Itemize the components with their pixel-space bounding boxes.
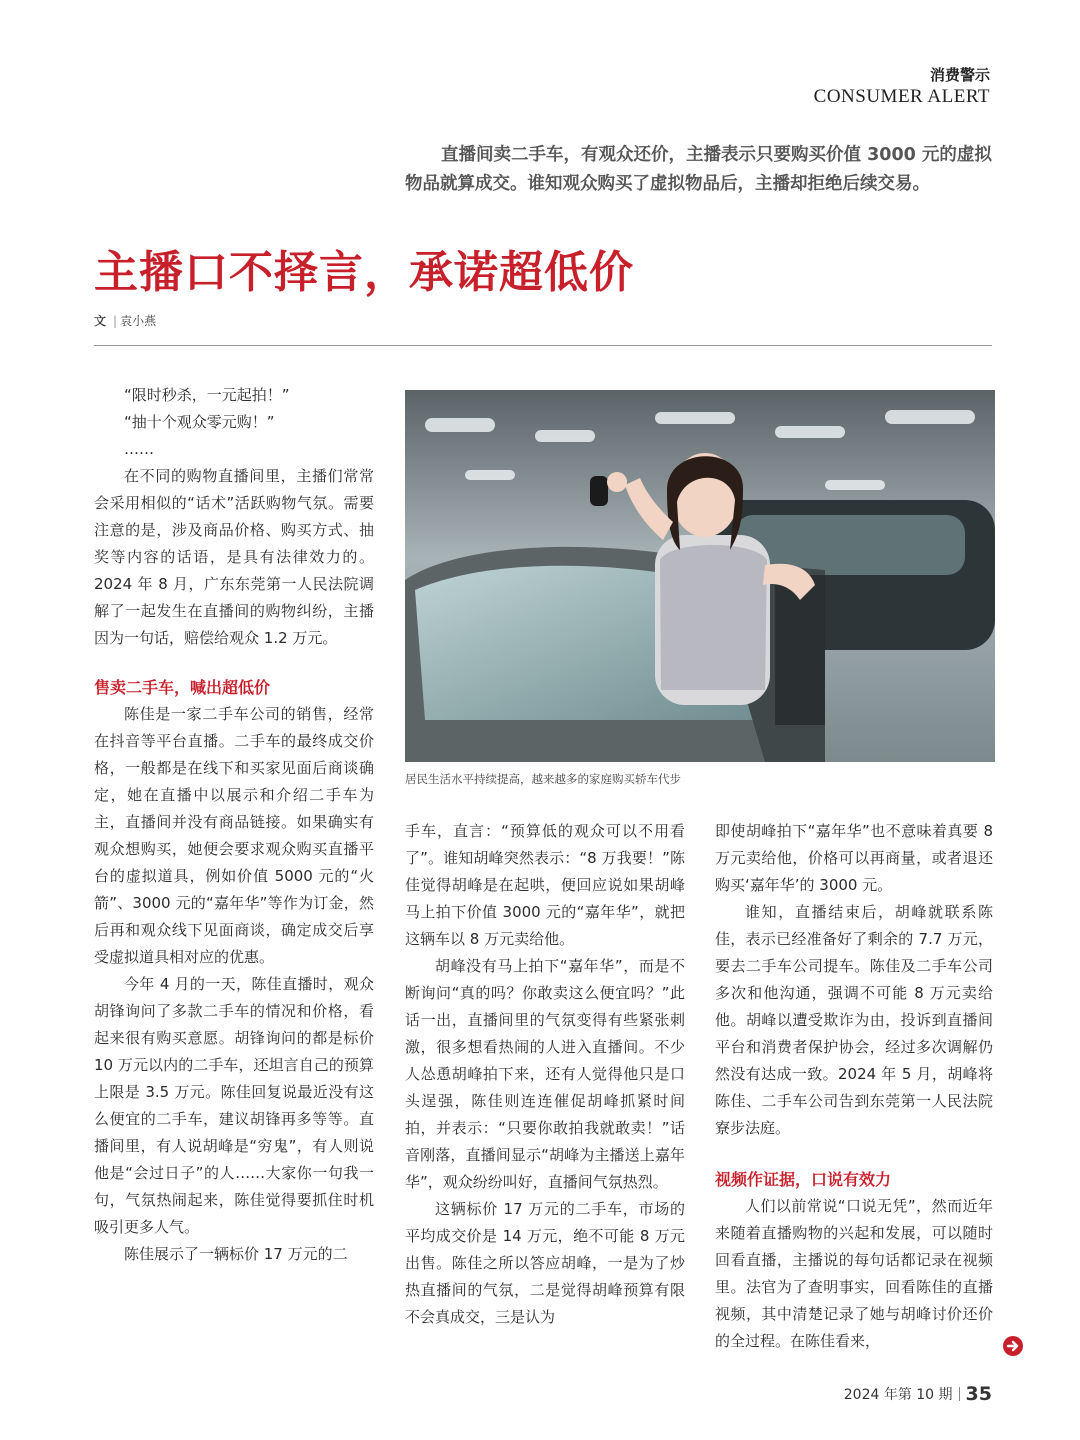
lead-paragraph: 直播间卖二手车，有观众还价，主播表示只要购买价值 3000 元的虚拟物品就算成交。谁知观众购买了虚拟物品后，主播却拒绝后续交易。 xyxy=(405,145,992,194)
article-title: 主播口不择言，承诺超低价 xyxy=(94,247,634,298)
body-paragraph: 胡峰没有马上拍下“嘉年华”，而是不断询问“真的吗？你敢卖这么便宜吗？”此话一出，直播间里的气氛变得有些紧张刺激，很多想看热闹的人进入直播间。不少人怂恿胡峰拍下来，还有人觉得他只是口头逞强，陈佳则连连催促胡峰抓紧时间拍，并表示：“只要你敢拍我就敢卖！”话音刚落，直播间显示“胡峰为主播送上嘉年华”，观众纷纷叫好，直播间气氛热烈。 xyxy=(405,957,685,1191)
body-paragraph: 陈佳是一家二手车公司的销售，经常在抖音等平台直播。二手车的最终成交价格，一般都是在线下和买家见面后商谈确定，她在直播中以展示和介绍二手车为主，直播间并没有商品链接。如果确实有观众想购买，她便会要求观众购买直播平台的虚拟道具，例如价值 5000 元的“火箭”、3000 元的“嘉年华”等作为订金，然后再和观众线下见面商谈，确定成交后享受虚拟道具相对应的优惠。 xyxy=(94,705,374,966)
ellipsis-line: …… xyxy=(124,440,154,458)
body-paragraph: 今年 4 月的一天，陈佳直播时，观众胡锋询问了多款二手车的情况和价格，看起来很有购买意愿。胡锋询问的都是标价 10 万元以内的二手车，还坦言自己的预算上限是 3.5 万元。陈佳回复说最近没有这么便宜的二手车，建议胡锋再多等等。直播间里，有人说胡峰是“穷鬼”，有人则说他是“会过日子”的人……大家你一句我一句，气氛热闹起来，陈佳觉得要抓住时机吸引更多人气。 xyxy=(94,975,374,1236)
photo-caption: 居民生活水平持续提高，越来越多的家庭购买轿车代步 xyxy=(405,772,681,786)
column-1 xyxy=(94,382,374,1268)
section-label-cn: 消费警示 xyxy=(929,66,990,84)
quote-line: “限时秒杀，一元起拍！” xyxy=(124,386,290,404)
body-paragraph: 这辆标价 17 万元的二手车，市场的平均成交价是 14 万元，绝不可能 8 万元出售。陈佳之所以答应胡峰，一是为了炒热直播间的气氛，二是觉得胡峰预算有限不会真成交，三是认为 xyxy=(405,1200,685,1326)
byline-prefix: 文 xyxy=(94,314,107,328)
arrow-right-circle-icon xyxy=(1003,1336,1023,1356)
column-3 xyxy=(715,818,993,1355)
footer-divider xyxy=(959,1387,960,1401)
body-paragraph: 人们以前常说“口说无凭”，然而近年来随着直播购物的兴起和发展，可以随时回看直播，主播说的每句话都记录在视频里。法官为了查明事实，回看陈佳的直播视频，其中清楚记录了她与胡峰讨价还价的全过程。在陈佳看来， xyxy=(715,1197,993,1350)
title-divider xyxy=(94,345,992,346)
section-label-en: CONSUMER ALERT xyxy=(813,86,990,107)
author-name: 袁小燕 xyxy=(120,314,157,328)
body-paragraph: 手车，直言：“预算低的观众可以不用看了”。谁知胡峰突然表示：“8 万我要！”陈佳觉得胡峰是在起哄，便回应说如果胡峰马上拍下价值 3000 元的“嘉年华”，就把这辆车以 8 万元卖给他。 xyxy=(405,822,685,948)
body-paragraph: 即使胡峰拍下“嘉年华”也不意味着真要 8 万元卖给他，价格可以再商量，或者退还购买‘嘉年华’的 3000 元。 xyxy=(715,822,993,894)
page-number: 35 xyxy=(965,1383,992,1405)
body-paragraph: 谁知，直播结束后，胡峰就联系陈佳，表示已经准备好了剩余的 7.7 万元，要去二手车公司提车。陈佳及二手车公司多次和他沟通，强调不可能 8 万元卖给他。胡峰以遭受欺诈为由，投诉到直播间平台和消费者保护协会，经过多次调解仍然没有达成一致。2024 年 5 月，胡峰将陈佳、二手车公司告到东莞第一人民法院寮步法庭。 xyxy=(715,903,993,1137)
column-2 xyxy=(405,818,685,1331)
body-paragraph: 在不同的购物直播间里，主播们常常会采用相似的“话术”活跃购物气氛。需要注意的是，涉及商品价格、购买方式、抽奖等内容的话语，是具有法律效力的。2024 年 8 月，广东东莞第一人民法院调解了一起发生在直播间的购物纠纷，主播因为一句话，赔偿给观众 1.2 万元。 xyxy=(94,467,374,647)
article-photo xyxy=(405,390,995,762)
issue-label: 2024 年第 10 期 xyxy=(843,1387,953,1403)
quote-line: “抽十个观众零元购！” xyxy=(124,413,275,431)
byline-separator: | xyxy=(113,314,118,328)
byline xyxy=(94,312,156,329)
page-footer xyxy=(844,1383,992,1405)
subheading: 视频作证据，口说有效力 xyxy=(715,1170,892,1189)
subheading: 售卖二手车，喊出超低价 xyxy=(94,678,271,697)
body-paragraph: 陈佳展示了一辆标价 17 万元的二 xyxy=(124,1245,348,1263)
